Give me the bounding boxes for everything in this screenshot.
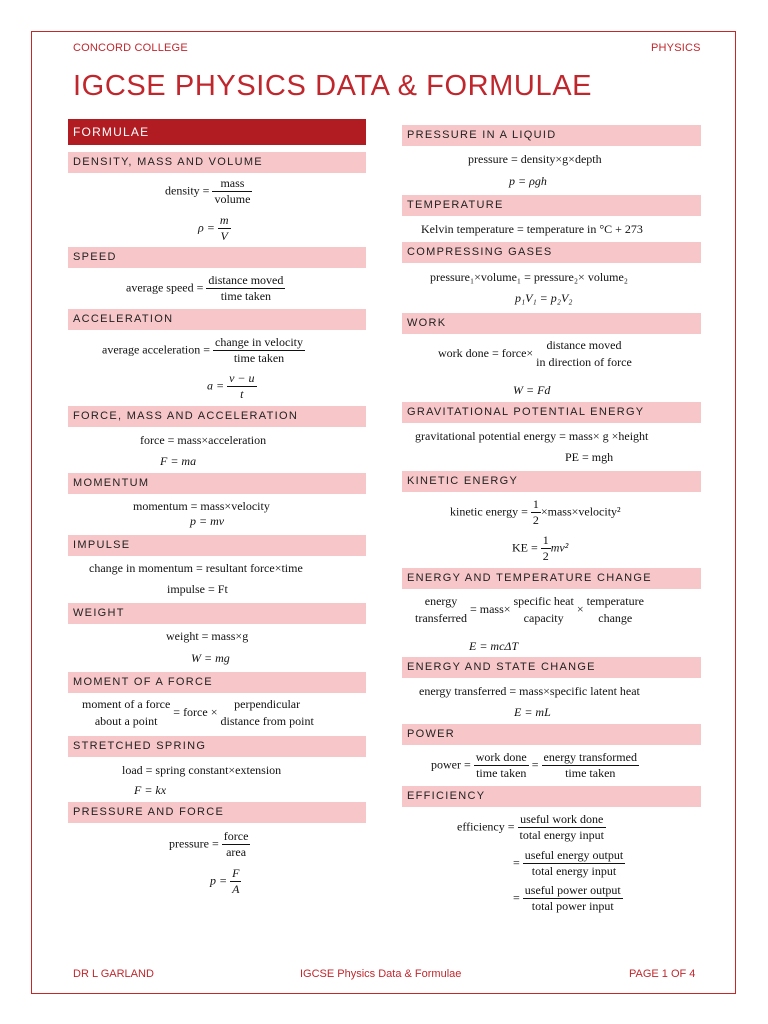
section-efficiency: EFFICIENCY — [402, 786, 701, 807]
formula-power: power = $\frac{\text{work done}}{\text{time taken}}$ = $\frac{\text{energy transformed}}{\text{time taken}}$ — [431, 750, 637, 780]
formula-impulse-words: change in momentum = resultant force×time — [89, 561, 303, 575]
formula-weight-symbols: W = mg — [191, 651, 230, 665]
formula-energy-temp-symbols: E = mcΔT — [469, 639, 519, 653]
formula-gpe-symbols: PE = mgh — [565, 450, 614, 464]
formula-efficiency-work: efficiency = $\frac{\text{useful work done}}{\text{total energy input}}$ — [457, 812, 604, 842]
footer-page-number: PAGE 1 OF 4 — [629, 968, 696, 980]
formula-momentum-words: momentum = mass×velocity — [133, 499, 270, 513]
section-density: DENSITY, MASS AND VOLUME — [68, 152, 366, 173]
formula-force-symbols: F = ma — [160, 454, 197, 468]
footer-author: DR L GARLAND — [73, 968, 154, 980]
formula-gases-words: pressure₁×volume₁ = pressure₂× volume₂ — [430, 270, 628, 284]
formula-speed: average speed = $\frac{\text{distance moved}}{\text{time taken}}$ — [126, 273, 284, 303]
formula-acceleration-words: average acceleration = $\frac{\text{change in velocity}}{\text{time taken}}$ — [102, 335, 303, 365]
section-speed: SPEED — [68, 247, 366, 268]
formula-ke-words: kinetic energy = $\frac{1}{2}$ ×mass×velocity² — [450, 497, 621, 527]
footer-document: IGCSE Physics Data & Formulae — [300, 968, 462, 980]
section-impulse: IMPULSE — [68, 535, 366, 556]
formula-spring-words: load = spring constant×extension — [122, 763, 282, 777]
formula-gases-symbols: p₁V₁ = p₂V₂ — [515, 291, 573, 305]
section-force: FORCE, MASS AND ACCELERATION — [68, 406, 366, 427]
formula-efficiency-energy: = $\frac{\text{useful energy output}}{\text{total energy input}}$ — [513, 848, 624, 878]
formula-pressure-words: pressure = $\frac{\text{force}}{\text{area}}$ — [169, 829, 249, 859]
section-power: POWER — [402, 724, 701, 745]
formula-energy-temp-words: energy transferred = mass× specific heat capacity × temperature change — [415, 594, 644, 625]
section-energy-temp: ENERGY AND TEMPERATURE CHANGE — [402, 568, 701, 589]
formula-momentum-symbols: p = mv — [190, 514, 225, 528]
section-work: WORK — [402, 313, 701, 334]
section-weight: WEIGHT — [68, 603, 366, 624]
section-pressure-force: PRESSURE AND FORCE — [68, 802, 366, 823]
formula-pressure-liquid-symbols: p = ρgh — [509, 174, 547, 188]
section-formulae: FORMULAE — [68, 119, 366, 145]
formula-density-symbols: ρ = $\frac{m}{V}$ — [198, 213, 229, 243]
section-spring: STRETCHED SPRING — [68, 736, 366, 757]
subject-label: PHYSICS — [651, 42, 701, 54]
formula-gpe-words: gravitational potential energy = mass× g ×height — [415, 429, 649, 443]
formula-work-symbols: W = Fd — [513, 383, 551, 397]
formula-impulse-symbols: impulse = Ft — [167, 582, 228, 596]
formula-acceleration-symbols: a = $\frac{v - u}{t}$ — [207, 371, 255, 401]
formula-density-words: density = $\frac{\text{mass}}{\text{volume}}$ — [165, 176, 251, 206]
section-gases: COMPRESSING GASES — [402, 242, 701, 263]
formula-spring-symbols: F = kx — [134, 783, 167, 797]
formula-efficiency-power: = $\frac{\text{useful power output}}{\text{total power input}}$ — [513, 883, 621, 913]
formula-weight-words: weight = mass×g — [166, 629, 249, 643]
section-moment: MOMENT OF A FORCE — [68, 672, 366, 693]
section-pressure-liquid: PRESSURE IN A LIQUID — [402, 125, 701, 146]
formula-temperature: Kelvin temperature = temperature in °C + 273 — [421, 222, 643, 236]
page-title: IGCSE PHYSICS DATA & FORMULAE — [73, 70, 593, 102]
formula-moment: moment of a force about a point = force × perpendicular distance from point — [82, 697, 314, 728]
section-acceleration: ACCELERATION — [68, 309, 366, 330]
formula-work-words: work done = force× distance moved in direction of force — [438, 338, 632, 369]
formula-energy-state-symbols: E = mL — [514, 705, 551, 719]
section-gpe: GRAVITATIONAL POTENTIAL ENERGY — [402, 402, 701, 423]
formula-force-words: force = mass×acceleration — [140, 433, 267, 447]
formula-pressure-liquid-words: pressure = density×g×depth — [468, 152, 602, 166]
formula-ke-symbols: KE = $\frac{1}{2}$ mv² — [512, 533, 569, 563]
section-ke: KINETIC ENERGY — [402, 471, 701, 492]
formula-pressure-symbols: p = $\frac{F}{A}$ — [210, 866, 240, 896]
section-temperature: TEMPERATURE — [402, 195, 701, 216]
formula-energy-state-words: energy transferred = mass×specific latent heat — [419, 684, 640, 698]
school-name: CONCORD COLLEGE — [73, 42, 188, 54]
section-momentum: MOMENTUM — [68, 473, 366, 494]
section-energy-state: ENERGY AND STATE CHANGE — [402, 657, 701, 678]
